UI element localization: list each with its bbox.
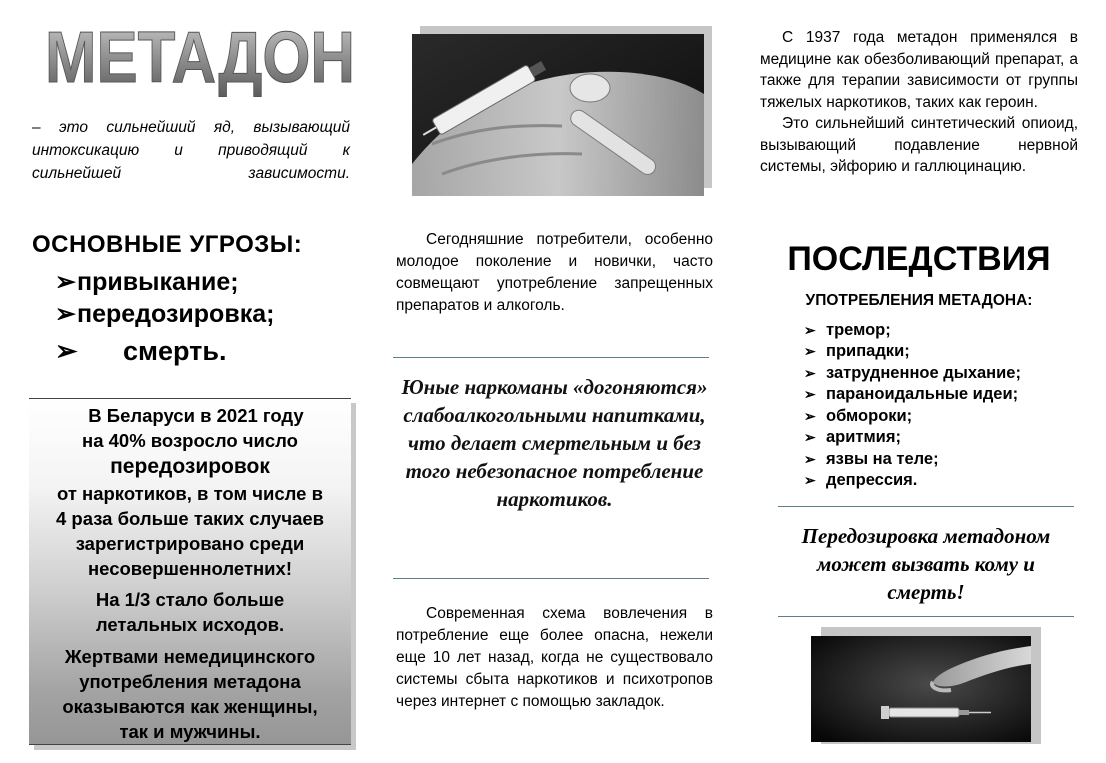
history-text: С 1937 года метадон применялся в медицине как обезболивающий препарат, а также для терапии зависимости от группы тяжелых наркотиков, таких как героин. [760, 29, 1078, 111]
stat-line: так и мужчины. [119, 721, 261, 742]
arrow-bullet-icon: ➢ [55, 300, 76, 328]
stat-line: зарегистрировано среди [75, 533, 305, 554]
consequence-item: ➢ аритмия; [804, 428, 901, 446]
consequence-item: ➢ тремор; [804, 321, 891, 339]
divider [393, 578, 709, 579]
threat-item: ➢ смерть. [55, 336, 227, 366]
arrow-bullet-icon: ➢ [804, 386, 816, 402]
quote-overdose: Передозировка метадоном может вызвать кому и смерть! [801, 524, 1051, 604]
arrow-bullet-icon: ➢ [804, 343, 816, 359]
stat-line: Жертвами немедицинского [64, 646, 316, 667]
arrow-bullet-icon: ➢ [804, 451, 816, 467]
consequences-subheading: УПОТРЕБЛЕНИЯ МЕТАДОНА: [805, 292, 1033, 309]
stat-line: В Беларуси в 2021 году [88, 405, 304, 426]
stat-line: На 1/3 стало больше [95, 589, 285, 610]
arrow-bullet-icon: ➢ [804, 322, 816, 338]
title-wordart [40, 18, 360, 98]
syringe-hand-photo [412, 34, 704, 196]
consequence-item: ➢ депрессия. [804, 471, 918, 489]
stat-line: передозировок [110, 455, 270, 478]
divider [778, 506, 1074, 507]
divider [778, 616, 1074, 617]
consequence-item: ➢ параноидальные идеи; [804, 385, 1019, 403]
consequence-item: ➢ язвы на теле; [804, 450, 939, 468]
consequences-heading: ПОСЛЕДСТВИЯ [787, 240, 1051, 278]
threat-item: ➢привыкание; [55, 268, 239, 296]
arrow-bullet-icon: ➢ [804, 429, 816, 445]
history-paragraph [760, 27, 1078, 178]
consequence-item: ➢ затрудненное дыхание; [804, 364, 1021, 382]
consequence-item: ➢ обмороки; [804, 407, 913, 425]
arrow-bullet-icon: ➢ [804, 365, 816, 381]
statistics-box [29, 398, 351, 745]
threats-heading: ОСНОВНЫЕ УГРОЗЫ: [32, 231, 303, 258]
arrow-bullet-icon: ➢ [55, 268, 76, 296]
title-text: МЕТАДОН [45, 18, 355, 98]
stat-line: от наркотиков, в том числе в [57, 483, 323, 504]
divider [393, 357, 709, 358]
arrow-bullet-icon: ➢ [804, 408, 816, 424]
hand-syringe-floor-photo [811, 636, 1031, 742]
stat-line: летальных исходов. [95, 614, 285, 635]
arrow-bullet-icon: ➢ [55, 336, 78, 366]
threat-item: ➢передозировка; [55, 300, 275, 328]
intro-text: – это сильнейший яд, вызывающий интоксикацию и приводящий к сильнейшей зависимости. [32, 119, 350, 182]
arrow-bullet-icon: ➢ [804, 472, 816, 488]
stat-line: оказываются как женщины, [62, 696, 318, 717]
opioid-text: Это сильнейший синтетический опиоид, вызывающий подавление нервной системы, эйфорию и галлюцинацию. [760, 115, 1078, 175]
stat-line: на 40% возросло число [82, 430, 298, 451]
stat-line: 4 раза больше таких случаев [55, 508, 325, 529]
paragraph-scheme: Современная схема вовлечения в потребление еще более опасна, нежели еще 10 лет назад, когда не существовало системы сбыта наркотиков и психотропов через интернет с помощью закладок. [396, 605, 713, 710]
stat-line: употребления метадона [79, 671, 301, 692]
paragraph-users: Сегодняшние потребители, особенно молодое поколение и новички, часто совмещают употребление запрещенных препаратов и алкоголь. [396, 231, 713, 314]
quote-youth: Юные наркоманы «догоняются» слабоалкогольными напитками, что делает смертельным и без того небезопасное потребление наркотиков. [401, 375, 708, 511]
stat-line: несовершеннолетних! [87, 558, 293, 579]
consequence-item: ➢ припадки; [804, 342, 910, 360]
